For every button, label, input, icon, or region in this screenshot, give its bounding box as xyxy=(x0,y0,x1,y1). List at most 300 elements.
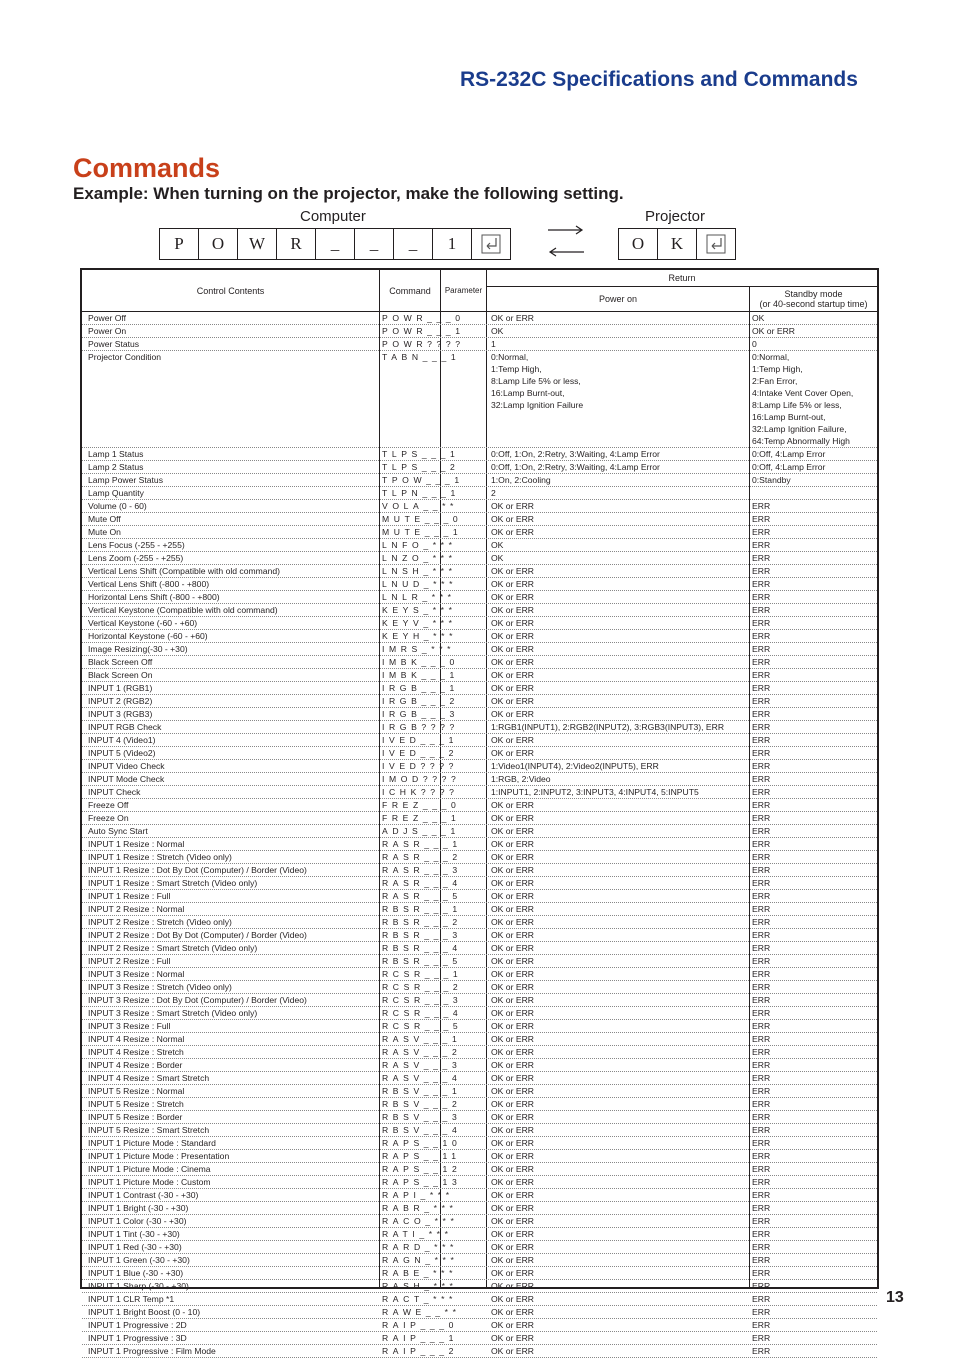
standby-return: ERR xyxy=(752,956,771,966)
power-on-return: OK or ERR xyxy=(491,1008,534,1018)
standby-return: ERR xyxy=(752,1346,771,1356)
table-row xyxy=(82,1046,877,1059)
table-row xyxy=(82,1111,877,1124)
table-row xyxy=(82,338,877,351)
standby-return: ERR xyxy=(752,800,771,810)
command-code: POWR???? xyxy=(382,339,465,349)
table-row xyxy=(82,916,877,929)
control-content: Lens Zoom (-255 - +255) xyxy=(88,553,184,563)
table-row xyxy=(82,604,877,617)
standby-return: ERR xyxy=(752,1281,771,1291)
power-on-return: OK or ERR xyxy=(491,1268,534,1278)
standby-return: ERR xyxy=(752,1008,771,1018)
return-key-icon xyxy=(697,229,735,259)
standby-return: ERR xyxy=(752,1242,771,1252)
page-number: 13 xyxy=(886,1289,904,1306)
table-row xyxy=(82,1137,877,1150)
table-row xyxy=(82,773,877,786)
control-content: INPUT 1 Resize : Stretch (Video only) xyxy=(88,852,232,862)
resp-cell: K xyxy=(658,229,697,259)
power-on-return: OK or ERR xyxy=(491,1112,534,1122)
command-code: TABN___1 xyxy=(382,352,461,362)
control-content: Image Resizing(-30 - +30) xyxy=(88,644,188,654)
standby-return: ERR xyxy=(752,540,771,550)
command-code: RASR___3 xyxy=(382,865,462,875)
command-code: RASR___2 xyxy=(382,852,462,862)
exchange-arrows-icon xyxy=(546,224,586,258)
control-content: INPUT 1 Bright Boost (0 - 10) xyxy=(88,1307,201,1317)
table-row xyxy=(82,1124,877,1137)
table-row xyxy=(82,1215,877,1228)
command-code: RCSR___5 xyxy=(382,1021,463,1031)
control-content: INPUT 4 Resize : Border xyxy=(88,1060,183,1070)
cmd-cell: R xyxy=(277,229,316,259)
control-content: INPUT 2 Resize : Dot By Dot (Computer) / Border (Video) xyxy=(88,930,307,940)
power-on-return: OK xyxy=(491,326,504,336)
page-subtitle: Example: When turning on the projector, make the following setting. xyxy=(73,184,624,203)
control-content: INPUT 5 Resize : Border xyxy=(88,1112,183,1122)
power-on-return: OK or ERR xyxy=(491,1073,534,1083)
table-row xyxy=(82,669,877,682)
power-on-return: OK or ERR xyxy=(491,1125,534,1135)
command-code: RAWE__** xyxy=(382,1307,461,1317)
power-on-return: OK or ERR xyxy=(491,1177,534,1187)
command-code: RACO_*** xyxy=(382,1216,459,1226)
standby-return: ERR xyxy=(752,761,771,771)
power-on-return: 1:INPUT1, 2:INPUT2, 3:INPUT3, 4:INPUT4, 5:INPUT5 xyxy=(491,787,699,797)
table-row xyxy=(82,955,877,968)
table-row xyxy=(82,461,877,474)
power-on-return: OK or ERR xyxy=(491,313,534,323)
control-content: Lamp 1 Status xyxy=(88,449,144,459)
power-on-return: OK or ERR xyxy=(491,618,534,628)
control-content: INPUT 3 Resize : Smart Stretch (Video only) xyxy=(88,1008,258,1018)
command-code: RASV___4 xyxy=(382,1073,462,1083)
table-row xyxy=(82,1033,877,1046)
power-on-return: OK or ERR xyxy=(491,1060,534,1070)
command-code: RCSR___2 xyxy=(382,982,463,992)
table-row xyxy=(82,591,877,604)
control-content: INPUT 1 Picture Mode : Cinema xyxy=(88,1164,211,1174)
control-content: INPUT Mode Check xyxy=(88,774,165,784)
table-row xyxy=(82,526,877,539)
table-row xyxy=(82,929,877,942)
standby-return: ERR xyxy=(752,1307,771,1317)
control-content: INPUT 1 Sharp (-30 - +30) xyxy=(88,1281,189,1291)
power-on-return: OK or ERR xyxy=(491,1086,534,1096)
control-content: Power Off xyxy=(88,313,127,323)
command-code: RBSR___2 xyxy=(382,917,462,927)
command-code: RASV___2 xyxy=(382,1047,462,1057)
power-on-return: 0:Normal, 1:Temp High, 8:Lamp Life 5% or less, 16:Lamp Burnt-out, 32:Lamp Ignition Failure xyxy=(491,352,584,410)
power-on-return: 1:Video1(INPUT4), 2:Video2(INPUT5), ERR xyxy=(491,761,659,771)
control-content: INPUT 3 Resize : Stretch (Video only) xyxy=(88,982,232,992)
standby-return: ERR xyxy=(752,1164,771,1174)
power-on-return: 1 xyxy=(491,339,496,349)
power-on-return: OK or ERR xyxy=(491,1203,534,1213)
power-on-return: OK or ERR xyxy=(491,657,534,667)
control-content: Horizontal Keystone (-60 - +60) xyxy=(88,631,208,641)
cmd-cell: _ xyxy=(394,229,433,259)
power-on-return: OK or ERR xyxy=(491,501,534,511)
standby-return: ERR xyxy=(752,501,771,511)
power-on-return: OK or ERR xyxy=(491,800,534,810)
power-on-return: OK or ERR xyxy=(491,982,534,992)
control-content: INPUT 1 Resize : Smart Stretch (Video only) xyxy=(88,878,258,888)
control-content: INPUT 3 Resize : Dot By Dot (Computer) / Border (Video) xyxy=(88,995,307,1005)
table-row xyxy=(82,1189,877,1202)
power-on-return: OK or ERR xyxy=(491,1281,534,1291)
control-content: Freeze Off xyxy=(88,800,129,810)
command-code: IRGB___2 xyxy=(382,696,459,706)
standby-return: ERR xyxy=(752,1112,771,1122)
table-row xyxy=(82,1280,877,1293)
table-row xyxy=(82,942,877,955)
control-content: Horizontal Lens Shift (-800 - +800) xyxy=(88,592,220,602)
standby-return: ERR xyxy=(752,865,771,875)
standby-return: ERR xyxy=(752,1125,771,1135)
standby-return: ERR xyxy=(752,826,771,836)
command-code: IMBK___1 xyxy=(382,670,459,680)
power-on-return: OK or ERR xyxy=(491,670,534,680)
power-on-return: OK or ERR xyxy=(491,956,534,966)
power-on-return: OK or ERR xyxy=(491,644,534,654)
resp-cell: O xyxy=(619,229,658,259)
table-row xyxy=(82,325,877,338)
standby-return: ERR xyxy=(752,1294,771,1304)
standby-return: ERR xyxy=(752,891,771,901)
power-on-return: OK or ERR xyxy=(491,917,534,927)
table-row xyxy=(82,487,877,500)
table-row xyxy=(82,851,877,864)
table-row xyxy=(82,630,877,643)
command-code: RBSV___1 xyxy=(382,1086,462,1096)
table-row xyxy=(82,799,877,812)
control-content: INPUT 1 Contrast (-30 - +30) xyxy=(88,1190,199,1200)
table-row xyxy=(82,721,877,734)
table-row xyxy=(82,695,877,708)
power-on-return: OK or ERR xyxy=(491,891,534,901)
standby-return: ERR xyxy=(752,878,771,888)
standby-return: ERR xyxy=(752,1086,771,1096)
power-on-return: OK xyxy=(491,553,504,563)
table-row xyxy=(82,682,877,695)
power-on-return: OK or ERR xyxy=(491,1307,534,1317)
command-code: IVED___1 xyxy=(382,735,458,745)
standby-return: ERR xyxy=(752,618,771,628)
table-row xyxy=(82,903,877,916)
standby-return: ERR xyxy=(752,852,771,862)
control-content: INPUT 1 Resize : Dot By Dot (Computer) / Border (Video) xyxy=(88,865,307,875)
command-code: POWR___1 xyxy=(382,326,465,336)
standby-return: ERR xyxy=(752,982,771,992)
control-content: Lamp Power Status xyxy=(88,475,163,485)
power-on-return: 1:RGB, 2:Video xyxy=(491,774,551,784)
command-code: FREZ___0 xyxy=(382,800,461,810)
standby-return: ERR xyxy=(752,774,771,784)
power-on-return: OK or ERR xyxy=(491,631,534,641)
command-code: IVED???? xyxy=(382,761,458,771)
power-on-return: OK or ERR xyxy=(491,1320,534,1330)
control-content: INPUT 1 Color (-30 - +30) xyxy=(88,1216,187,1226)
table-row xyxy=(82,513,877,526)
command-code: TLPN___1 xyxy=(382,488,460,498)
command-code: LNSH_*** xyxy=(382,566,457,576)
command-code: ADJS___1 xyxy=(382,826,460,836)
standby-return: ERR xyxy=(752,995,771,1005)
table-row xyxy=(82,539,877,552)
command-code: RAPS__10 xyxy=(382,1138,462,1148)
command-code: RBSV___2 xyxy=(382,1099,462,1109)
standby-return: ERR xyxy=(752,969,771,979)
table-row xyxy=(82,1150,877,1163)
standby-return: ERR xyxy=(752,787,771,797)
standby-return: ERR xyxy=(752,1190,771,1200)
power-on-return: OK or ERR xyxy=(491,995,534,1005)
standby-return: ERR xyxy=(752,1255,771,1265)
header-standby xyxy=(750,287,877,311)
command-code: RACT_*** xyxy=(382,1294,458,1304)
table-row xyxy=(82,1059,877,1072)
standby-return: ERR xyxy=(752,1203,771,1213)
table-row xyxy=(82,838,877,851)
standby-return: ERR xyxy=(752,1047,771,1057)
power-on-return: OK or ERR xyxy=(491,813,534,823)
command-code: IRGB___1 xyxy=(382,683,459,693)
control-content: Lens Focus (-255 - +255) xyxy=(88,540,185,550)
table-row xyxy=(82,1085,877,1098)
header-standby-mode: Standby mode xyxy=(784,289,843,299)
command-code: RAPS__11 xyxy=(382,1151,461,1161)
command-code: RASH_*** xyxy=(382,1281,458,1291)
power-on-return: OK or ERR xyxy=(491,579,534,589)
control-content: INPUT 4 Resize : Stretch xyxy=(88,1047,184,1057)
command-code: RAPS__12 xyxy=(382,1164,462,1174)
control-content: Power Status xyxy=(88,339,140,349)
header-return: Return xyxy=(487,270,877,287)
control-content: Power On xyxy=(88,326,127,336)
control-content: Lamp 2 Status xyxy=(88,462,144,472)
control-content: Volume (0 - 60) xyxy=(88,501,147,511)
table-row xyxy=(82,617,877,630)
cmd-cell: W xyxy=(238,229,277,259)
table-row xyxy=(82,877,877,890)
standby-return: ERR xyxy=(752,722,771,732)
header-command: Command xyxy=(389,285,431,296)
table-row xyxy=(82,825,877,838)
control-content: INPUT 5 Resize : Smart Stretch xyxy=(88,1125,210,1135)
command-code: RASR___1 xyxy=(382,839,462,849)
standby-return: ERR xyxy=(752,1021,771,1031)
control-content: INPUT 2 Resize : Normal xyxy=(88,904,185,914)
command-code: RARD_*** xyxy=(382,1242,458,1252)
standby-return: ERR xyxy=(752,709,771,719)
table-row xyxy=(82,1176,877,1189)
power-on-return: OK or ERR xyxy=(491,1047,534,1057)
command-code: RAGN_*** xyxy=(382,1255,459,1265)
table-row xyxy=(82,786,877,799)
projector-label: Projector xyxy=(645,208,706,225)
command-code: RABE_*** xyxy=(382,1268,458,1278)
table-row xyxy=(82,578,877,591)
standby-return: ERR xyxy=(752,514,771,524)
power-on-return: OK or ERR xyxy=(491,566,534,576)
header-power-on: Power on xyxy=(598,294,638,304)
command-code: KEYS_*** xyxy=(382,605,457,615)
command-code: RASR___5 xyxy=(382,891,462,901)
standby-return: ERR xyxy=(752,527,771,537)
control-content: Mute Off xyxy=(88,514,121,524)
control-content: INPUT 1 (RGB1) xyxy=(88,683,153,693)
control-content: INPUT Check xyxy=(88,787,141,797)
standby-return: ERR xyxy=(752,1073,771,1083)
command-code: RBSV___3 xyxy=(382,1112,462,1122)
table-row xyxy=(82,994,877,1007)
power-on-return: OK or ERR xyxy=(491,527,534,537)
power-on-return: OK or ERR xyxy=(491,930,534,940)
command-code: RAIP___2 xyxy=(382,1346,458,1356)
power-on-return: OK or ERR xyxy=(491,852,534,862)
cmd-cell: O xyxy=(199,229,238,259)
control-content: Freeze On xyxy=(88,813,129,823)
table-row xyxy=(82,643,877,656)
power-on-return: OK xyxy=(491,540,504,550)
standby-return: ERR xyxy=(752,930,771,940)
standby-return: ERR xyxy=(752,1333,771,1343)
control-content: INPUT 1 Bright (-30 - +30) xyxy=(88,1203,189,1213)
table-row xyxy=(82,1202,877,1215)
control-content: Mute On xyxy=(88,527,121,537)
command-code: RAIP___1 xyxy=(382,1333,458,1343)
power-on-return: OK or ERR xyxy=(491,1164,534,1174)
command-code: RBSR___5 xyxy=(382,956,462,966)
control-content: INPUT 1 CLR Temp *1 xyxy=(88,1294,175,1304)
control-content: INPUT 2 Resize : Full xyxy=(88,956,171,966)
table-row xyxy=(82,890,877,903)
command-code: RASV___3 xyxy=(382,1060,462,1070)
table-row xyxy=(82,1306,877,1319)
control-content: INPUT 4 Resize : Normal xyxy=(88,1034,185,1044)
command-code: RASR___4 xyxy=(382,878,462,888)
command-code: LNUD_*** xyxy=(382,579,458,589)
power-on-return: OK or ERR xyxy=(491,1099,534,1109)
standby-return: ERR xyxy=(752,696,771,706)
table-row xyxy=(82,864,877,877)
standby-return: ERR xyxy=(752,904,771,914)
control-content: INPUT 2 Resize : Stretch (Video only) xyxy=(88,917,232,927)
power-on-return: OK or ERR xyxy=(491,1255,534,1265)
table-row xyxy=(82,1345,877,1358)
power-on-return: OK or ERR xyxy=(491,1034,534,1044)
control-content: Vertical Lens Shift (Compatible with old command) xyxy=(88,566,281,576)
power-on-return: 2 xyxy=(491,488,496,498)
commands-table xyxy=(80,268,879,1356)
command-code: RCSR___3 xyxy=(382,995,463,1005)
command-code: RBSR___4 xyxy=(382,943,462,953)
control-content: INPUT 1 Picture Mode : Custom xyxy=(88,1177,211,1187)
command-code: LNFO_*** xyxy=(382,540,457,550)
power-on-return: OK or ERR xyxy=(491,1229,534,1239)
power-on-return: OK or ERR xyxy=(491,683,534,693)
standby-return: ERR xyxy=(752,644,771,654)
standby-return: 0 xyxy=(752,339,757,349)
control-content: Black Screen On xyxy=(88,670,153,680)
command-code: RAPI_*** xyxy=(382,1190,454,1200)
power-on-return: OK or ERR xyxy=(491,904,534,914)
command-code: IMOD???? xyxy=(382,774,461,784)
command-code: TPOW___1 xyxy=(382,475,464,485)
control-content: INPUT 3 Resize : Normal xyxy=(88,969,185,979)
control-content: Vertical Keystone (-60 - +60) xyxy=(88,618,198,628)
table-row xyxy=(82,1072,877,1085)
page-title: Commands xyxy=(73,153,221,183)
control-content: Vertical Lens Shift (-800 - +800) xyxy=(88,579,210,589)
return-key-icon xyxy=(472,229,510,259)
command-code: FREZ___1 xyxy=(382,813,461,823)
command-code: TLPS___1 xyxy=(382,449,460,459)
power-on-return: OK or ERR xyxy=(491,1151,534,1161)
table-row xyxy=(82,1241,877,1254)
standby-return: 0:Off, 4:Lamp Error xyxy=(752,449,826,459)
control-content: INPUT 1 Red (-30 - +30) xyxy=(88,1242,182,1252)
standby-return: ERR xyxy=(752,553,771,563)
command-code: MUTE___0 xyxy=(382,514,463,524)
power-on-return: OK or ERR xyxy=(491,969,534,979)
standby-return: ERR xyxy=(752,1177,771,1187)
table-row xyxy=(82,981,877,994)
command-code: RASV___1 xyxy=(382,1034,462,1044)
table-row xyxy=(82,747,877,760)
power-on-return: OK or ERR xyxy=(491,1138,534,1148)
power-on-return: OK or ERR xyxy=(491,878,534,888)
control-content: Lamp Quantity xyxy=(88,488,144,498)
control-content: INPUT 5 Resize : Stretch xyxy=(88,1099,184,1109)
power-on-return: OK or ERR xyxy=(491,1216,534,1226)
standby-return: ERR xyxy=(752,592,771,602)
control-content: INPUT 1 Picture Mode : Presentation xyxy=(88,1151,230,1161)
standby-return: ERR xyxy=(752,917,771,927)
power-on-return: OK or ERR xyxy=(491,709,534,719)
power-on-return: OK or ERR xyxy=(491,696,534,706)
control-content: INPUT 3 Resize : Full xyxy=(88,1021,171,1031)
table-header xyxy=(82,270,877,312)
standby-return: ERR xyxy=(752,670,771,680)
standby-return: ERR xyxy=(752,605,771,615)
standby-return: ERR xyxy=(752,1151,771,1161)
command-code: TLPS___2 xyxy=(382,462,460,472)
standby-return: ERR xyxy=(752,1060,771,1070)
power-on-return: OK or ERR xyxy=(491,943,534,953)
control-content: INPUT 1 Resize : Full xyxy=(88,891,171,901)
standby-return: ERR xyxy=(752,1138,771,1148)
standby-return: ERR xyxy=(752,748,771,758)
command-code: LNZO_*** xyxy=(382,553,457,563)
control-content: INPUT 5 Resize : Normal xyxy=(88,1086,185,1096)
computer-command-cells xyxy=(159,228,511,260)
command-code: RBSR___1 xyxy=(382,904,462,914)
table-row xyxy=(82,1098,877,1111)
command-code: POWR___0 xyxy=(382,313,465,323)
standby-return: ERR xyxy=(752,1320,771,1330)
standby-return: ERR xyxy=(752,1034,771,1044)
control-content: INPUT 1 Green (-30 - +30) xyxy=(88,1255,190,1265)
control-content: Projector Condition xyxy=(88,352,162,362)
header-parameter: Parameter xyxy=(444,286,483,295)
control-content: INPUT 1 Blue (-30 - +30) xyxy=(88,1268,184,1278)
control-content: Black Screen Off xyxy=(88,657,153,667)
standby-return: ERR xyxy=(752,566,771,576)
power-on-return: OK or ERR xyxy=(491,839,534,849)
